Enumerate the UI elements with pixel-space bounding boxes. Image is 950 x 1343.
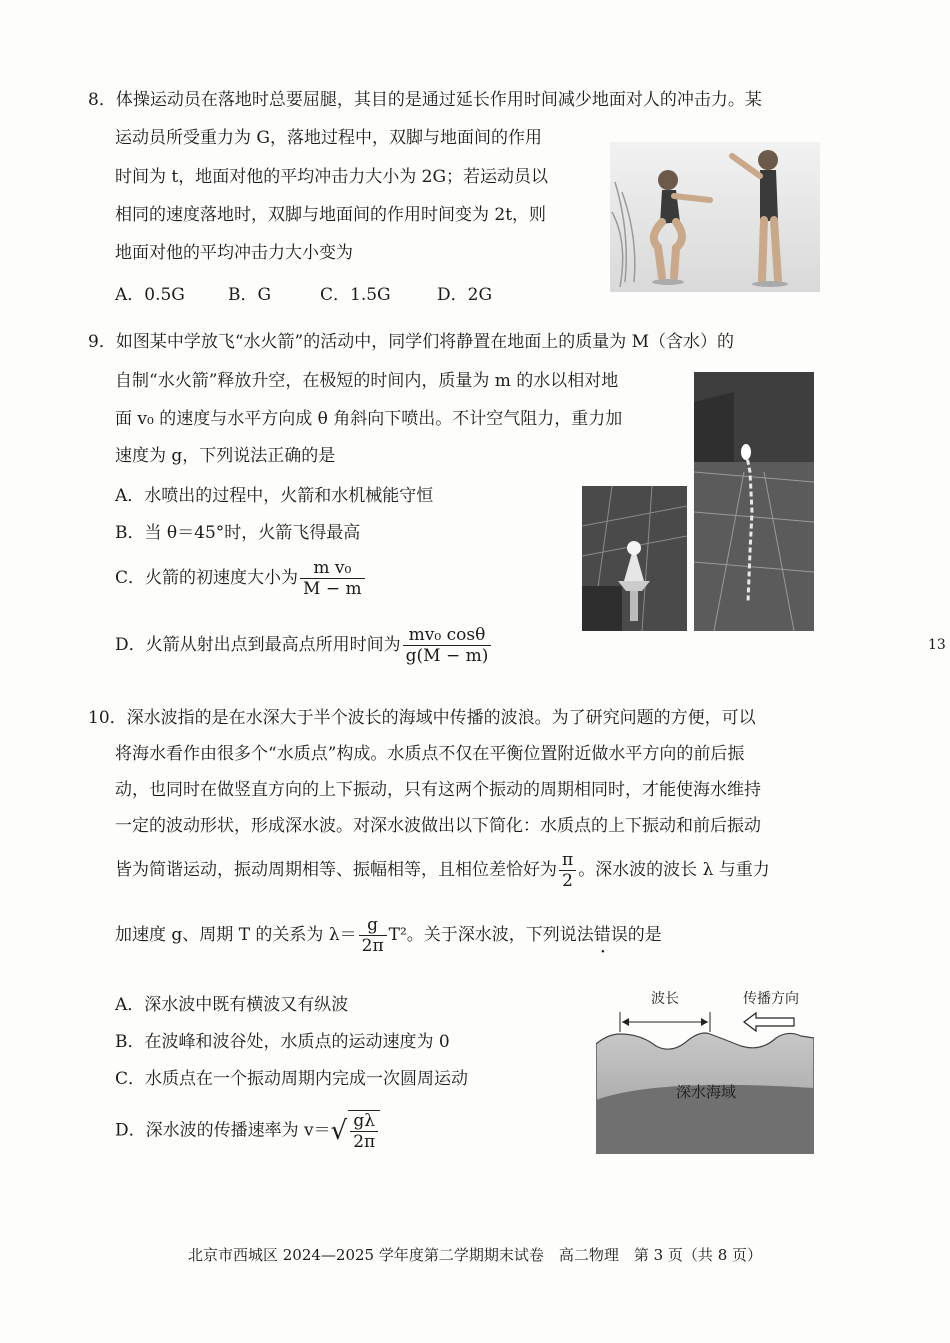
- q10-formula-denominator: 2π: [361, 936, 384, 956]
- q9-option-c: [115, 558, 367, 599]
- page-footer: 北京市西城区 2024—2025 学年度第二学期期末试卷 高二物理 第 3 页（共 8 页）: [187, 1246, 763, 1264]
- q8-option-a: A．0.5G: [115, 285, 185, 305]
- q8-stem-line-3: 时间为 t，地面对他的平均冲击力大小为 2G；若运动员以: [115, 167, 549, 187]
- q10-formula-t-squared: T²: [388, 925, 407, 945]
- q10-stem-line-4: 一定的波动形状，形成深水波。对深水波做出以下简化：水质点的上下振动和前后振动: [115, 816, 761, 836]
- q9-option-d-denominator: g(M − m): [405, 646, 489, 666]
- q10-option-d: [115, 1110, 380, 1152]
- q9-option-a: A．水喷出的过程中，火箭和水机械能守恒: [115, 486, 434, 506]
- q10-emphasis-word: 错误: [593, 925, 628, 945]
- q10-stem-line-2: 将海水看作由很多个“水质点”构成。水质点不仅在平衡位置附近做水平方向的前后振: [115, 744, 745, 764]
- q10-option-b: B．在波峰和波谷处，水质点的运动速度为 0: [115, 1032, 450, 1052]
- rocket-launch-photo: [582, 486, 687, 631]
- q8-stem-line-5: 地面对他的平均冲击力大小变为: [115, 243, 353, 263]
- q10-formula-fraction: [359, 915, 387, 956]
- q10-stem-line-1: 10．深水波指的是在水深大于半个波长的海域中传播的波浪。为了研究问题的方便，可以: [88, 708, 756, 728]
- q9-stem-line-1: 9．如图某中学放飞“水火箭”的活动中，同学们将静置在地面上的质量为 M（含水）的: [88, 332, 735, 352]
- q10-stem-line-5: [115, 850, 770, 891]
- q9-stem-line-3: 面 v₀ 的速度与水平方向成 θ 角斜向下喷出。不计空气阻力，重力加: [115, 409, 623, 429]
- q8-stem-line-2: 运动员所受重力为 G，落地过程中，双脚与地面间的作用: [115, 128, 542, 148]
- q8-stem-line-4: 相同的速度落地时，双脚与地面间的作用时间变为 2t，则: [115, 205, 547, 225]
- direction-label: 传播方向: [743, 991, 799, 1007]
- q9-option-c-text: C．火箭的初速度大小为: [115, 568, 299, 588]
- q10-option-c: C．水质点在一个振动周期内完成一次圆周运动: [115, 1069, 469, 1089]
- q9-option-d-numerator: mv₀ cosθ: [403, 625, 492, 646]
- propagation-arrow-icon: [744, 1013, 794, 1031]
- q9-option-c-fraction: [300, 558, 365, 599]
- q10-line5-text: 皆为简谐运动，振动周期相等、振幅相等，且相位差恰好为: [115, 860, 557, 880]
- q10-line5-suffix: 。深水波的波长 λ 与重力: [578, 860, 770, 880]
- q10-stem-line-3: 动，也同时在做竖直方向的上下振动，只有这两个振动的周期相同时，才能使海水维持: [115, 780, 761, 800]
- q10-formula-numerator: g: [359, 915, 387, 936]
- q9-stem-line-2: 自制“水火箭”释放升空，在极短的时间内，质量为 m 的水以相对地: [115, 371, 619, 391]
- q10-option-d-denominator: 2π: [353, 1132, 376, 1152]
- q8-option-c: C．1.5G: [320, 285, 391, 305]
- q8-option-d: D．2G: [437, 285, 493, 305]
- q10-line6-suffix: 。关于深水波，下列说法: [406, 925, 594, 945]
- q10-option-d-fraction: [350, 1111, 378, 1152]
- q10-option-d-numerator: gλ: [350, 1111, 378, 1132]
- q10-option-d-text: D．深水波的传播速率为 v＝: [115, 1120, 331, 1141]
- q9-option-d: [115, 625, 493, 666]
- q10-phase-numerator: π: [559, 850, 576, 871]
- sqrt-sign: √: [330, 1116, 348, 1146]
- q9-option-d-text: D．火箭从射出点到最高点所用时间为: [115, 635, 401, 655]
- q10-phase-fraction: [559, 850, 576, 891]
- rocket-flight-photo: [694, 372, 814, 631]
- q10-phase-denominator: 2: [562, 871, 573, 891]
- sqrt-radicand: [348, 1110, 380, 1152]
- q10-line6-text: 加速度 g、周期 T 的关系为 λ＝: [115, 925, 357, 945]
- q9-option-c-denominator: M − m: [303, 579, 362, 599]
- q9-stem-line-4: 速度为 g，下列说法正确的是: [115, 446, 336, 466]
- wavelength-label: 波长: [651, 991, 679, 1007]
- q10-stem-line-6: [115, 915, 662, 956]
- q10-option-a: A．深水波中既有横波又有纵波: [115, 995, 349, 1015]
- gymnast-image: [610, 142, 820, 292]
- q8-stem-line-1: 8．体操运动员在落地时总要屈腿，其目的是通过延长作用时间减少地面对人的冲击力。某: [88, 90, 762, 110]
- q9-option-d-fraction: [403, 625, 492, 666]
- q9-option-b: B．当 θ＝45°时，火箭飞得最高: [115, 523, 361, 543]
- q9-option-c-numerator: m v₀: [300, 558, 365, 579]
- side-page-number: 13: [928, 637, 946, 653]
- q10-line6-end: 的是: [627, 925, 662, 945]
- deep-sea-label: 深水海域: [676, 1083, 737, 1101]
- q8-option-b: B．G: [228, 285, 272, 305]
